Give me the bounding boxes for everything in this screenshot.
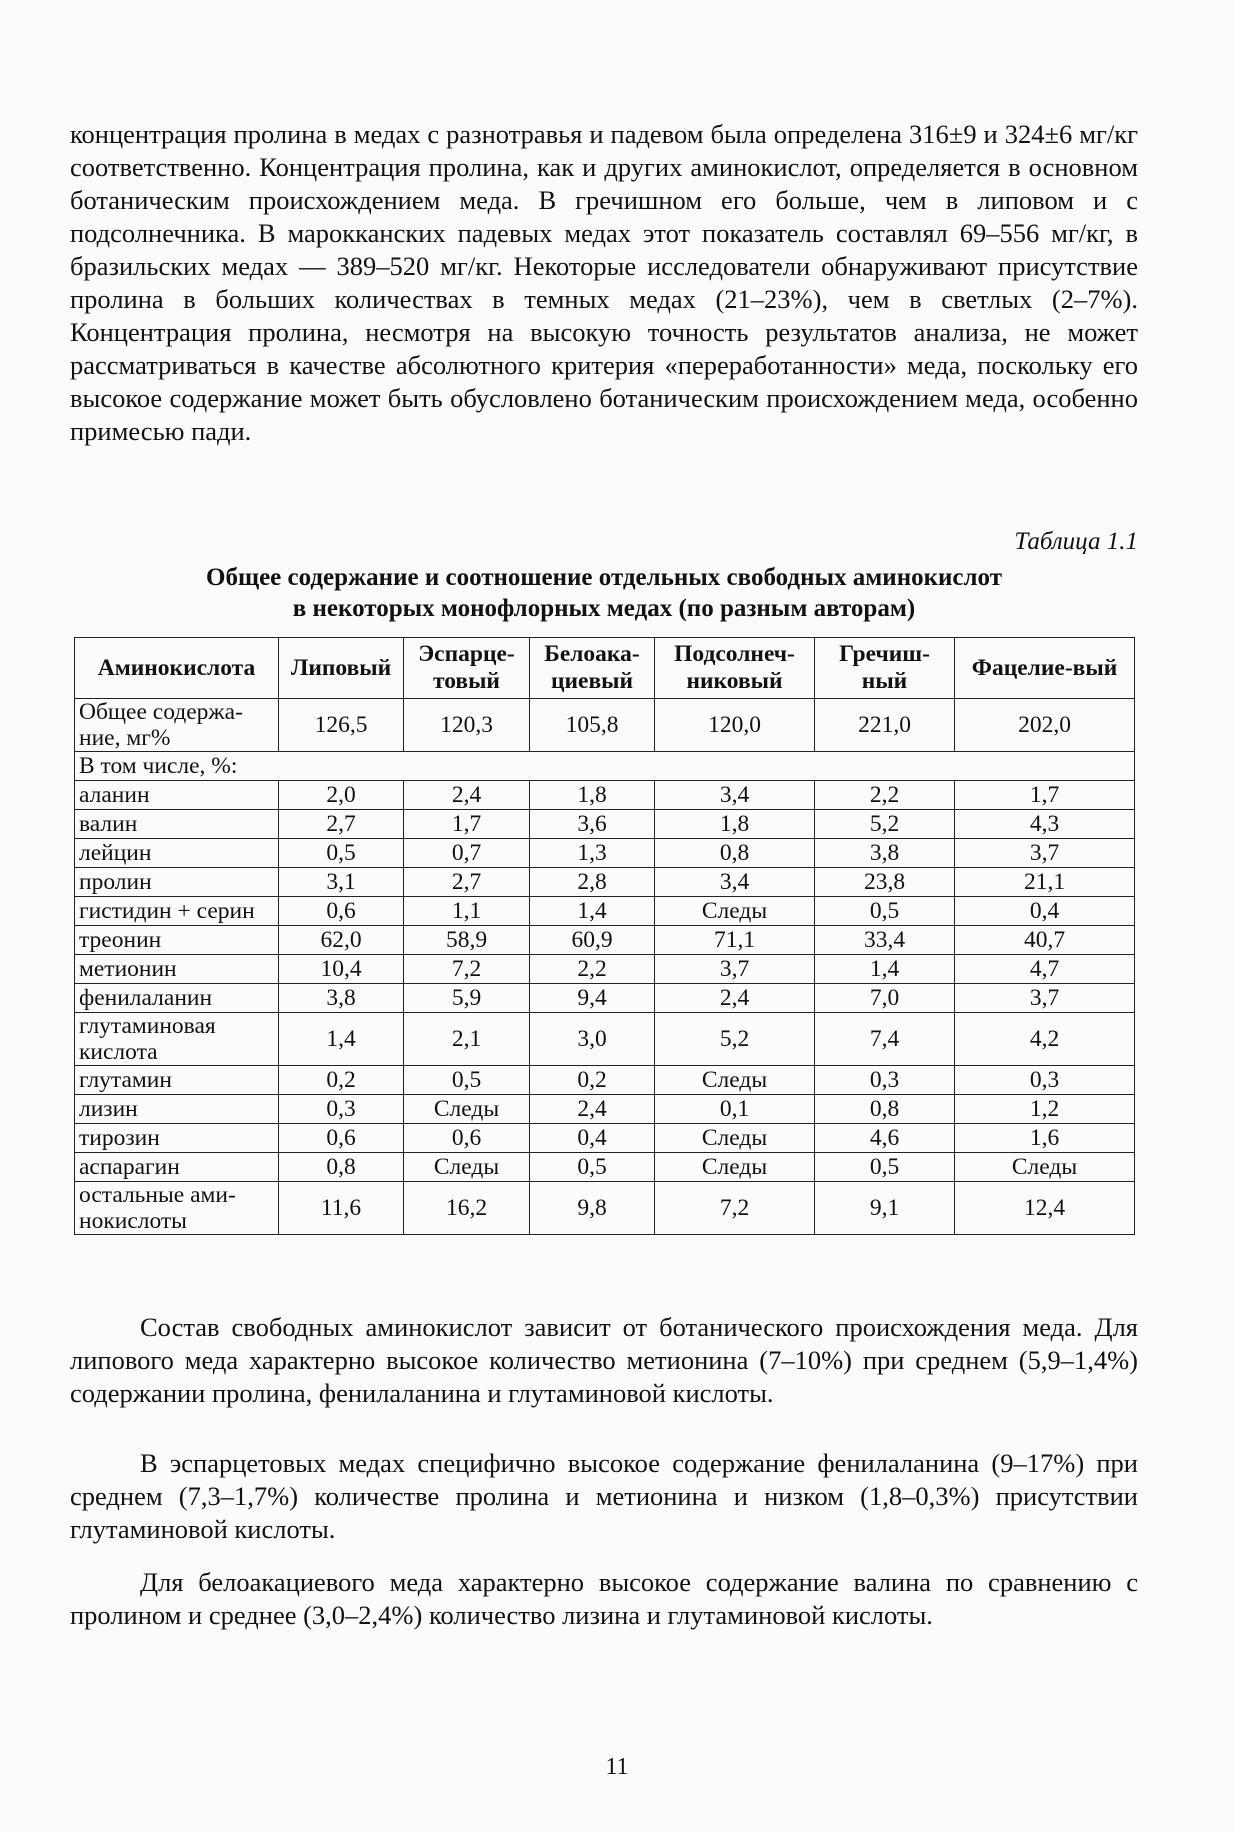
total-value: 120,3 bbox=[404, 699, 530, 752]
table-caption: Таблица 1.1 bbox=[1014, 528, 1138, 555]
amino-acid-name: фенилаланин bbox=[75, 984, 279, 1013]
paragraph-proline-concentration: концентрация пролина в медах с разнотравья и падевом была определена 316±9 и 324±6 мг/кг соответственно. Концентрация пролина, как и других аминокислот, определяется в основном ботаническим происхождением меда. В гречишном его больше, чем в липовом и с подсолнечника. В марокканских падевых медах этот показатель составлял 69–556 мг/кг, в бразильских медах — 389–520 мг/кг. Некоторые исследователи обнаруживают присутствие пролина в больших количествах в темных медах (21–23%), чем в светлых (2–7%). Концентрация пролина, несмотря на высокую точность результатов анализа, не может рассматриваться в качестве абсолютного критерия «переработанности» меда, поскольку его высокое содержание может быть обусловлено ботаническим происхождением меда, особенно примесью пади. bbox=[70, 119, 1138, 446]
table-title-line-2: в некоторых монофлорных медах (по разным авторам) bbox=[292, 595, 916, 622]
table-cell: 0,6 bbox=[279, 897, 404, 926]
table-cell: 9,4 bbox=[530, 984, 655, 1013]
table-title bbox=[70, 562, 1138, 624]
table-row bbox=[75, 1066, 1135, 1095]
table-cell: Следы bbox=[655, 1066, 815, 1095]
table-cell: 0,8 bbox=[655, 839, 815, 868]
table-cell: 2,7 bbox=[404, 868, 530, 897]
table-cell: 0,5 bbox=[815, 897, 955, 926]
table-row bbox=[75, 897, 1135, 926]
table-cell: 1,4 bbox=[815, 955, 955, 984]
table-cell: 9,1 bbox=[815, 1182, 955, 1235]
table-cell: 1,6 bbox=[955, 1124, 1135, 1153]
table-cell: 0,3 bbox=[815, 1066, 955, 1095]
table-cell: 5,2 bbox=[815, 810, 955, 839]
table-cell: Следы bbox=[404, 1095, 530, 1124]
header-white-acacia: Белоака-циевый bbox=[530, 638, 655, 699]
table-cell: 5,2 bbox=[655, 1013, 815, 1066]
table-cell: 4,2 bbox=[955, 1013, 1135, 1066]
table-cell: 1,7 bbox=[404, 810, 530, 839]
amino-acid-name: глутамин bbox=[75, 1066, 279, 1095]
table-row bbox=[75, 955, 1135, 984]
amino-acid-name: тирозин bbox=[75, 1124, 279, 1153]
table-cell: 11,6 bbox=[279, 1182, 404, 1235]
table-cell: 0,6 bbox=[279, 1124, 404, 1153]
table-cell: 3,7 bbox=[955, 984, 1135, 1013]
table-cell: 3,4 bbox=[655, 868, 815, 897]
table-cell: 3,0 bbox=[530, 1013, 655, 1066]
total-value: 221,0 bbox=[815, 699, 955, 752]
total-value: 126,5 bbox=[279, 699, 404, 752]
table-cell: 1,4 bbox=[279, 1013, 404, 1066]
table-cell: 2,4 bbox=[530, 1095, 655, 1124]
table-row bbox=[75, 1095, 1135, 1124]
table-cell: Следы bbox=[655, 1153, 815, 1182]
table-cell: 1,4 bbox=[530, 897, 655, 926]
amino-acid-name: гистидин + серин bbox=[75, 897, 279, 926]
table-cell: 1,2 bbox=[955, 1095, 1135, 1124]
table-title-line-1: Общее содержание и соотношение отдельных свободных аминокислот bbox=[206, 564, 1002, 591]
table-cell: 1,8 bbox=[530, 781, 655, 810]
amino-acid-name: пролин bbox=[75, 868, 279, 897]
table-cell: 1,3 bbox=[530, 839, 655, 868]
amino-acid-name: лизин bbox=[75, 1095, 279, 1124]
table-cell: 60,9 bbox=[530, 926, 655, 955]
table-cell: 5,9 bbox=[404, 984, 530, 1013]
table-cell: 2,4 bbox=[655, 984, 815, 1013]
table-cell: 0,3 bbox=[279, 1095, 404, 1124]
table-row bbox=[75, 1182, 1135, 1235]
table-cell: 62,0 bbox=[279, 926, 404, 955]
amino-acid-name: остальные ами-нокислоты bbox=[75, 1182, 279, 1235]
table-cell: 0,7 bbox=[404, 839, 530, 868]
table-cell: 7,0 bbox=[815, 984, 955, 1013]
table-cell: 0,4 bbox=[530, 1124, 655, 1153]
table-cell: 4,6 bbox=[815, 1124, 955, 1153]
table-cell: 3,7 bbox=[955, 839, 1135, 868]
table-cell: 1,1 bbox=[404, 897, 530, 926]
table-cell: Следы bbox=[404, 1153, 530, 1182]
header-buckwheat: Гречиш-ный bbox=[815, 638, 955, 699]
paragraph-amino-composition: Состав свободных аминокислот зависит от ботанического происхождения меда. Для липового меда характерно высокое количество метионина (7–10%) при среднем (5,9–1,4%) содержании пролина, фенилаланина и глутаминовой кислоты. bbox=[70, 1312, 1138, 1408]
header-sainfoin: Эспарце-товый bbox=[404, 638, 530, 699]
table-cell: 10,4 bbox=[279, 955, 404, 984]
amino-acid-name: треонин bbox=[75, 926, 279, 955]
table-cell: 2,7 bbox=[279, 810, 404, 839]
total-content-label: Общее содержа-ние, мг% bbox=[75, 699, 279, 752]
table-cell: 7,4 bbox=[815, 1013, 955, 1066]
paragraph-acacia-honey: Для белоакациевого меда характерно высокое содержание валина по сравнению с пролином и среднее (3,0–2,4%) количество лизина и глутаминовой кислоты. bbox=[70, 1567, 1138, 1630]
table-cell: Следы bbox=[655, 1124, 815, 1153]
table-row bbox=[75, 868, 1135, 897]
table-row bbox=[75, 984, 1135, 1013]
table-cell: 2,0 bbox=[279, 781, 404, 810]
header-amino-acid: Аминокислота bbox=[75, 638, 279, 699]
header-phacelia: Фацелие-вый bbox=[955, 638, 1135, 699]
table-row bbox=[75, 781, 1135, 810]
amino-acid-name: метионин bbox=[75, 955, 279, 984]
table-cell: 2,2 bbox=[530, 955, 655, 984]
section-row bbox=[75, 752, 1135, 781]
header-linden: Липовый bbox=[279, 638, 404, 699]
page-number: 11 bbox=[605, 1754, 629, 1780]
table-cell: Следы bbox=[655, 897, 815, 926]
table-cell: 3,4 bbox=[655, 781, 815, 810]
table-cell: 9,8 bbox=[530, 1182, 655, 1235]
paragraph-sainfoin-honey: В эспарцетовых медах специфично высокое содержание фенилаланина (9–17%) при среднем (7,3–1,7%) количестве пролина и метионина и низком (1,8–0,3%) присутствии глутаминовой кислоты. bbox=[70, 1448, 1138, 1544]
table-cell: Следы bbox=[955, 1153, 1135, 1182]
table-row bbox=[75, 810, 1135, 839]
table-cell: 7,2 bbox=[404, 955, 530, 984]
header-sunflower: Подсолнеч-никовый bbox=[655, 638, 815, 699]
amino-acid-name: аспарагин bbox=[75, 1153, 279, 1182]
table-row bbox=[75, 1124, 1135, 1153]
table-cell: 3,8 bbox=[279, 984, 404, 1013]
table-cell: 2,1 bbox=[404, 1013, 530, 1066]
table-cell: 1,8 bbox=[655, 810, 815, 839]
amino-acid-name: глутаминовая кислота bbox=[75, 1013, 279, 1066]
table-cell: 21,1 bbox=[955, 868, 1135, 897]
table-cell: 0,3 bbox=[955, 1066, 1135, 1095]
table-cell: 0,5 bbox=[815, 1153, 955, 1182]
table-cell: 0,8 bbox=[815, 1095, 955, 1124]
table-row bbox=[75, 839, 1135, 868]
table-cell: 4,3 bbox=[955, 810, 1135, 839]
table-cell: 3,8 bbox=[815, 839, 955, 868]
table-header-row bbox=[75, 638, 1135, 699]
table-cell: 0,2 bbox=[279, 1066, 404, 1095]
table-cell: 16,2 bbox=[404, 1182, 530, 1235]
table-cell: 7,2 bbox=[655, 1182, 815, 1235]
amino-acid-name: аланин bbox=[75, 781, 279, 810]
amino-acid-table bbox=[74, 637, 1135, 1235]
table-cell: 33,4 bbox=[815, 926, 955, 955]
table-cell: 58,9 bbox=[404, 926, 530, 955]
table-cell: 3,6 bbox=[530, 810, 655, 839]
table-cell: 2,2 bbox=[815, 781, 955, 810]
table-row bbox=[75, 1153, 1135, 1182]
table-cell: 2,8 bbox=[530, 868, 655, 897]
table-cell: 0,5 bbox=[404, 1066, 530, 1095]
table-row bbox=[75, 1013, 1135, 1066]
table-cell: 71,1 bbox=[655, 926, 815, 955]
total-value: 105,8 bbox=[530, 699, 655, 752]
total-value: 120,0 bbox=[655, 699, 815, 752]
table-cell: 0,5 bbox=[279, 839, 404, 868]
table-row bbox=[75, 926, 1135, 955]
table-cell: 0,4 bbox=[955, 897, 1135, 926]
table-cell: 3,7 bbox=[655, 955, 815, 984]
table-cell: 1,7 bbox=[955, 781, 1135, 810]
amino-acid-name: лейцин bbox=[75, 839, 279, 868]
table-cell: 0,1 bbox=[655, 1095, 815, 1124]
table-cell: 2,4 bbox=[404, 781, 530, 810]
amino-acid-name: валин bbox=[75, 810, 279, 839]
table-cell: 23,8 bbox=[815, 868, 955, 897]
table-cell: 12,4 bbox=[955, 1182, 1135, 1235]
total-content-row bbox=[75, 699, 1135, 752]
table-cell: 0,6 bbox=[404, 1124, 530, 1153]
table-cell: 0,2 bbox=[530, 1066, 655, 1095]
table-cell: 4,7 bbox=[955, 955, 1135, 984]
table-cell: 40,7 bbox=[955, 926, 1135, 955]
table-cell: 0,8 bbox=[279, 1153, 404, 1182]
table-cell: 3,1 bbox=[279, 868, 404, 897]
total-value: 202,0 bbox=[955, 699, 1135, 752]
section-label: В том числе, %: bbox=[75, 752, 1135, 781]
table-cell: 0,5 bbox=[530, 1153, 655, 1182]
